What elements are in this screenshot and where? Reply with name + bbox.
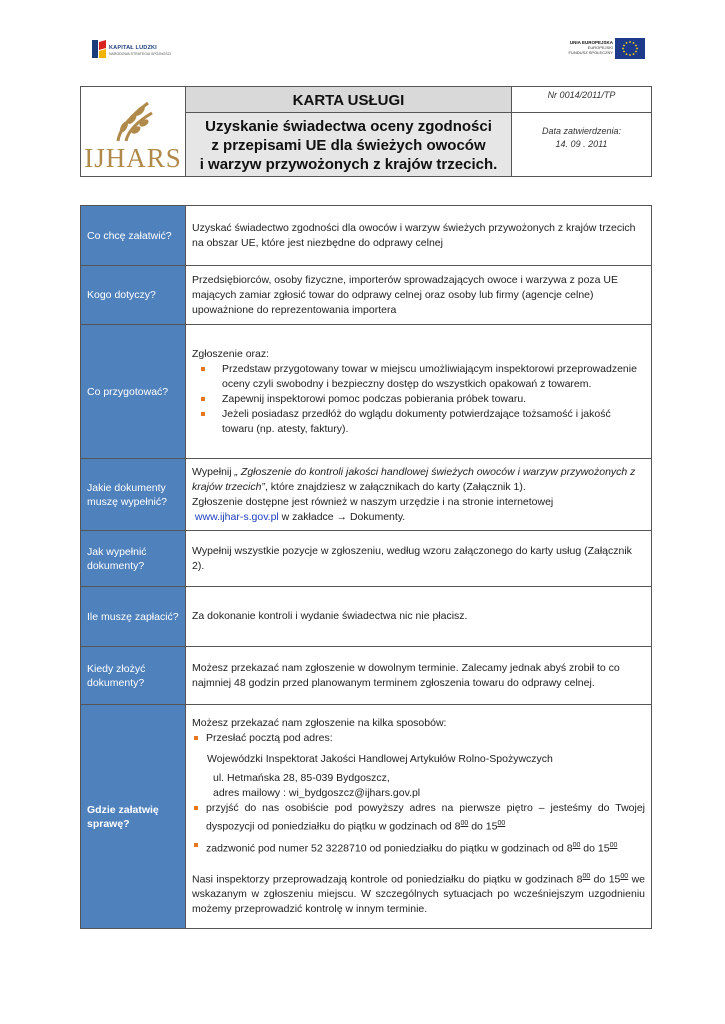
superscript: 00	[572, 842, 581, 850]
prepare-list	[192, 362, 645, 437]
prepare-intro: Zgłoszenie oraz:	[192, 347, 270, 360]
subtitle-line-2: z przepisami UE dla świeżych owoców	[211, 137, 486, 154]
approval-date	[512, 113, 652, 177]
header-table	[80, 86, 652, 177]
form-name: „ Zgłoszenie do kontroli jakości handlowej świeżych owoców i warzyw przywożonych z krajów trzecich”	[192, 465, 636, 493]
subtitle-line-3: i warzyw przywożonych z krajów trzecich.	[199, 156, 498, 173]
service-info-table	[80, 205, 652, 929]
eu-logo	[560, 38, 645, 60]
row-label: Co chcę załatwić?	[81, 206, 186, 266]
row-label: Gdzie załatwię sprawę?	[81, 705, 186, 929]
row-label: Jak wypełnić dokumenty?	[81, 531, 186, 587]
table-row	[81, 459, 652, 531]
table-row	[81, 325, 652, 459]
superscript: 00	[582, 872, 591, 880]
table-row	[81, 705, 652, 929]
kapital-ludzki-icon	[92, 40, 106, 58]
superscript: 00	[460, 819, 469, 827]
website-link[interactable]: www.ijhar-s.gov.pl	[194, 510, 279, 523]
subtitle-line-1: Uzyskanie świadectwa oceny zgodności	[205, 118, 492, 135]
kapital-ludzki-sub: NARODOWA STRATEGIA SPÓJNOŚCI	[109, 52, 172, 56]
superscript: 00	[609, 842, 618, 850]
email-address: adres mailowy : wi_bydgoszcz@ijhars.gov.pl	[213, 786, 421, 799]
table-row	[81, 587, 652, 647]
documents-availability: Zgłoszenie dostępne jest również w naszym urzędzie i na stronie internetowej	[192, 495, 554, 508]
list-item	[192, 838, 645, 857]
card-subtitle	[186, 113, 512, 177]
text-span: zadzwonić pod numer 52 3228710 od poniedziałku do piątku w godzinach od 8	[206, 842, 573, 855]
address-line: Wojewódzki Inspektorat Jakości Handlowej Artykułów Rolno-Spożywczych	[207, 752, 553, 765]
eu-line3: FUNDUSZ SPOŁECZNY	[568, 50, 613, 55]
row-value: Przedsiębiorców, osoby fizyczne, importerów sprowadzających owoce i warzywa z poza UE mających zamiar zgłosić towar do odprawy celnej oraz osoby lub firmy (agencje celne) upoważnione do reprezentowania importera	[186, 266, 652, 325]
where-list	[192, 731, 645, 746]
documents-text	[192, 465, 645, 495]
text-span: Wypełnij	[192, 465, 235, 478]
row-value	[186, 705, 652, 929]
list-item: Przedstaw przygotowany towar w miejscu umożliwiającym inspektorowi przeprowadzenie oceny czyli swobodny i bezpieczny dostęp do wszystkich opakowań z towarem.	[192, 362, 645, 392]
table-row	[81, 647, 652, 705]
row-label: Ile muszę zapłacić?	[81, 587, 186, 647]
row-value	[186, 459, 652, 531]
approval-date-label: Data zatwierdzenia:	[541, 126, 622, 136]
address-line: ul. Hetmańska 28, 85-039 Bydgoszcz,	[213, 771, 390, 784]
row-value: Wypełnij wszystkie pozycje w zgłoszeniu, według wzoru załączonego do karty usług (Załącznik 2).	[186, 531, 652, 587]
eu-line1: UNIA EUROPEJSKA	[569, 40, 613, 45]
eu-flag-icon	[615, 38, 645, 59]
text-span: przyjść do nas osobiście pod powyższy adres na pierwsze piętro – jesteśmy do Twojej dyspozycji od poniedziałku do piątku w godzinach od 8	[206, 801, 645, 833]
kapital-ludzki-logo	[92, 38, 172, 62]
list-item	[192, 801, 645, 835]
eu-line2: EUROPEJSKI	[587, 45, 613, 50]
wheat-icon	[110, 97, 156, 145]
kapital-ludzki-name: KAPITAŁ LUDZKI	[109, 45, 157, 51]
list-item: Zapewnij inspektorowi pomoc podczas pobierania próbek towaru.	[192, 392, 645, 407]
table-row	[81, 206, 652, 266]
ijhars-logo	[81, 87, 186, 177]
card-title: KARTA USŁUGI	[186, 87, 512, 113]
text-span: Nasi inspektorzy przeprowadzają kontrole od poniedziałku do piątku w godzinach 8	[192, 873, 583, 886]
document-number: Nr 0014/2011/TP	[512, 87, 652, 113]
table-row	[81, 531, 652, 587]
row-value: Uzyskać świadectwo zgodności dla owoców i warzyw świeżych przywożonych z krajów trzecich na obszar UE, które jest niezbędne do odprawy celnej	[186, 206, 652, 266]
row-value: Możesz przekazać nam zgłoszenie w dowolnym terminie. Zalecamy jednak abyś zrobił to co najmniej 48 godzin przed planowanym terminem zgłoszenia towaru do odprawy celnej.	[186, 647, 652, 705]
inspection-hours	[192, 869, 645, 918]
text-span: do 15	[580, 842, 610, 855]
text-span: , które znajdziesz w załącznikach do karty (Załącznik 1).	[264, 480, 526, 493]
row-value	[186, 325, 652, 459]
where-list-2	[192, 801, 645, 857]
text-span: w zakładce → Dokumenty.	[278, 510, 406, 523]
table-row	[81, 266, 652, 325]
text-span: do 15	[590, 873, 621, 886]
ijhars-wordmark: IJHARS	[84, 143, 182, 173]
superscript: 00	[620, 872, 629, 880]
documents-link-line	[192, 510, 645, 525]
text-span: we wskazanym w zgłoszeniu miejscu. W szczególnych sytuacjach po wcześniejszym uzgodnieniu możemy przeprowadzić kontrolę w innym terminie.	[192, 873, 645, 916]
where-intro: Możesz przekazać nam zgłoszenie na kilka sposobów:	[192, 716, 447, 729]
row-label: Kiedy złożyć dokumenty?	[81, 647, 186, 705]
row-label: Co przygotować?	[81, 325, 186, 459]
postal-address	[192, 752, 645, 801]
row-label: Jakie dokumenty muszę wypełnić?	[81, 459, 186, 531]
list-item: Przesłać pocztą pod adres:	[192, 731, 645, 746]
list-item: Jeżeli posiadasz przedłóż do wglądu dokumenty potwierdzające tożsamość i jakość towaru (np. atesty, faktury).	[192, 407, 645, 437]
approval-date-value: 14. 09 . 2011	[555, 139, 608, 149]
row-label: Kogo dotyczy?	[81, 266, 186, 325]
text-span: do 15	[468, 820, 498, 833]
eu-logo-text	[569, 40, 613, 55]
superscript: 00	[497, 819, 506, 827]
row-value: Za dokonanie kontroli i wydanie świadectwa nic nie płacisz.	[186, 587, 652, 647]
